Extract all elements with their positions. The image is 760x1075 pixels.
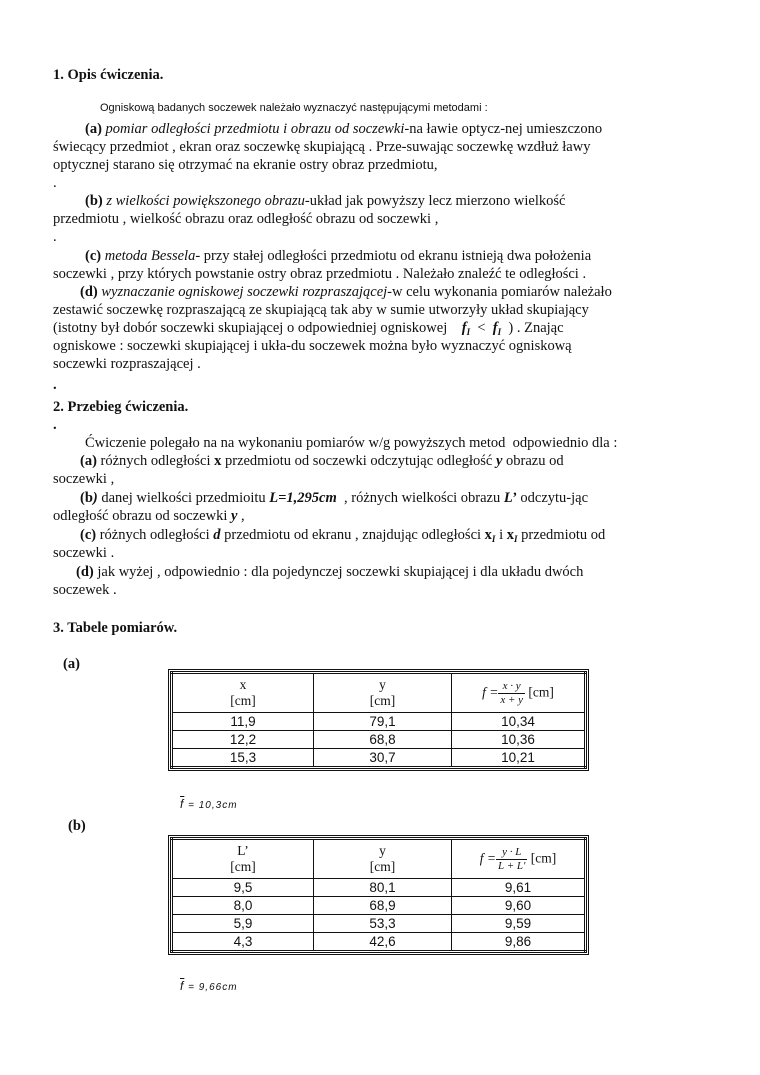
table-row bbox=[172, 713, 586, 731]
text-line bbox=[53, 210, 438, 228]
formula-fraction bbox=[496, 846, 527, 873]
text-segment: y bbox=[230, 508, 238, 524]
text-segment: -układ jak powyższy lecz mierzono wielkość bbox=[304, 193, 566, 209]
header-label: L’ bbox=[237, 843, 249, 858]
text-line bbox=[85, 247, 591, 265]
text-segment: 3. Tabele pomiarów. bbox=[53, 620, 178, 636]
table-cell: 9,60 bbox=[452, 897, 586, 915]
header-l-prime bbox=[172, 839, 314, 879]
text-line bbox=[76, 563, 583, 581]
text-segment: danej wielkości przedmioitu bbox=[97, 490, 270, 506]
table-row bbox=[172, 897, 586, 915]
text-segment: . bbox=[53, 175, 57, 191]
header-unit: [cm] bbox=[369, 859, 396, 874]
formula-denominator: L + L' bbox=[498, 859, 526, 872]
table-cell: 42,6 bbox=[314, 933, 452, 952]
mean-focal-a bbox=[180, 797, 238, 811]
text-segment: ) bbox=[92, 490, 98, 506]
text-line bbox=[85, 434, 617, 452]
text-segment: ) . Znając bbox=[501, 320, 564, 336]
text-segment: przedmiotu , wielkość obrazu oraz odległość obrazu od soczewki , bbox=[53, 211, 439, 227]
text-segment: (b) bbox=[85, 193, 107, 209]
section-heading bbox=[53, 619, 177, 637]
text-segment: zestawić soczewkę rozpraszającą ze skupiającą tak aby w sumie utworzyły układ skupiający bbox=[53, 302, 589, 318]
table-cell: 4,3 bbox=[172, 933, 314, 952]
text-line bbox=[80, 283, 612, 301]
text-segment: , bbox=[237, 508, 245, 524]
table-cell: 9,61 bbox=[452, 879, 586, 897]
text-segment: przedmiotu od bbox=[517, 527, 606, 543]
formula-lhs: f = bbox=[482, 684, 499, 700]
formula-denominator: x + y bbox=[500, 693, 524, 706]
table-row bbox=[172, 933, 586, 952]
text-segment: . bbox=[53, 377, 57, 393]
text-segment: f bbox=[492, 320, 498, 336]
text-segment: obrazu od bbox=[502, 453, 564, 469]
table-cell: 80,1 bbox=[314, 879, 452, 897]
header-formula bbox=[452, 673, 586, 713]
text-segment: przedmiotu od ekranu , znajdując odległości bbox=[220, 527, 485, 543]
header-label: x bbox=[239, 677, 247, 692]
text-segment: (a) bbox=[80, 453, 101, 469]
table-cell: 12,2 bbox=[172, 731, 314, 749]
text-segment: optycznej starano się otrzymać na ekranie ostry obraz przedmiotu, bbox=[53, 157, 438, 173]
text-segment: soczewki . bbox=[53, 545, 115, 561]
measurement-table-a bbox=[170, 671, 587, 769]
mean-symbol: $\overline{f}$ bbox=[180, 979, 185, 993]
text-segment: soczewek . bbox=[53, 582, 117, 598]
table-cell: 8,0 bbox=[172, 897, 314, 915]
text-line bbox=[53, 470, 114, 488]
table-row bbox=[172, 915, 586, 933]
text-segment: świecący przedmiot , ekran oraz soczewkę skupiającą . Prze-suwając soczewkę wzdłuż ławy bbox=[53, 139, 591, 155]
text-segment: 2. Przebieg ćwiczenia. bbox=[53, 399, 189, 415]
table-cell: 68,9 bbox=[314, 897, 452, 915]
header-y bbox=[314, 839, 452, 879]
text-line bbox=[53, 174, 57, 192]
text-line bbox=[68, 817, 86, 835]
text-segment: -na ławie optycz-nej umieszczono bbox=[404, 121, 603, 137]
text-line bbox=[53, 376, 57, 394]
mean-symbol: $\overline{f}$ bbox=[180, 797, 185, 811]
text-segment: (b bbox=[80, 490, 93, 506]
mean-focal-b bbox=[180, 979, 238, 993]
text-segment: Ogniskową badanych soczewek należało wyznaczyć następującymi metodami : bbox=[100, 102, 488, 114]
text-segment: (a) bbox=[85, 121, 106, 137]
text-segment: - przy stałej odległości przedmiotu od ekranu istnieją dwa położenia bbox=[195, 248, 592, 264]
text-segment: . bbox=[53, 417, 57, 433]
header-unit: [cm] bbox=[369, 693, 396, 708]
formula-numerator: x · y bbox=[498, 680, 525, 694]
text-segment: pomiar odległości przedmiotu i obrazu od soczewki bbox=[105, 121, 405, 137]
text-segment: y bbox=[495, 453, 503, 469]
text-line bbox=[85, 192, 565, 210]
text-segment: (c) bbox=[80, 527, 100, 543]
formula-fraction bbox=[498, 680, 525, 707]
text-line bbox=[53, 138, 590, 156]
text-segment: x bbox=[484, 527, 492, 543]
table-cell: 9,5 bbox=[172, 879, 314, 897]
text-segment: d bbox=[213, 527, 221, 543]
text-segment: , różnych wielkości obrazu bbox=[336, 490, 504, 506]
text-line bbox=[85, 120, 602, 138]
text-segment: I bbox=[497, 327, 502, 337]
header-formula bbox=[452, 839, 586, 879]
text-segment: z wielkości powiększonego obrazu bbox=[106, 193, 305, 209]
text-segment: x bbox=[506, 527, 514, 543]
text-line bbox=[53, 228, 57, 246]
text-segment: soczewki , bbox=[53, 471, 115, 487]
text-line bbox=[53, 507, 245, 525]
text-segment: x bbox=[214, 453, 222, 469]
text-line bbox=[53, 544, 114, 562]
table-row bbox=[172, 749, 586, 768]
text-segment: ogniskowe : soczewki skupiającej i ukła-du soczewek można było wyznaczyć ogniskową bbox=[53, 338, 572, 354]
table-cell: 30,7 bbox=[314, 749, 452, 768]
header-x bbox=[172, 673, 314, 713]
table-cell: 9,86 bbox=[452, 933, 586, 952]
header-label: y bbox=[379, 843, 386, 858]
mean-value: = 9,66cm bbox=[184, 982, 238, 993]
formula-lhs: f = bbox=[479, 850, 497, 866]
text-line bbox=[80, 526, 605, 548]
table-cell: 10,21 bbox=[452, 749, 586, 768]
table-header-row bbox=[172, 839, 586, 879]
text-line bbox=[53, 355, 201, 373]
text-segment: I bbox=[466, 327, 471, 337]
text-segment: różnych odległości bbox=[99, 527, 214, 543]
header-unit: [cm] bbox=[528, 684, 554, 700]
text-segment: i bbox=[495, 527, 507, 543]
header-unit: [cm] bbox=[230, 859, 256, 874]
header-label: y bbox=[379, 677, 386, 692]
text-segment: (d) bbox=[80, 284, 102, 300]
text-segment: . bbox=[53, 229, 57, 245]
text-segment: (a) bbox=[63, 656, 80, 672]
text-segment: (d) bbox=[76, 564, 98, 580]
table-cell: 68,8 bbox=[314, 731, 452, 749]
text-segment: soczewki , przy których powstanie ostry obraz przedmiotu . Należało znaleźć te odległości . bbox=[53, 266, 587, 282]
header-unit: [cm] bbox=[230, 693, 256, 708]
text-segment: (b) bbox=[68, 818, 86, 834]
text-segment: różnych odległości bbox=[100, 453, 215, 469]
section-heading bbox=[53, 66, 163, 84]
text-line bbox=[53, 265, 586, 283]
text-line bbox=[100, 99, 488, 117]
table-cell: 15,3 bbox=[172, 749, 314, 768]
section-heading bbox=[53, 398, 188, 416]
table-header-row bbox=[172, 673, 586, 713]
text-segment: jak wyżej , odpowiednio : dla pojedynczej soczewki skupiającej i dla układu dwóch bbox=[97, 564, 584, 580]
table-cell: 10,36 bbox=[452, 731, 586, 749]
table-cell: 9,59 bbox=[452, 915, 586, 933]
text-line bbox=[53, 301, 589, 319]
text-segment: wyznaczanie ogniskowej soczewki rozpraszającej bbox=[101, 284, 388, 300]
header-y bbox=[314, 673, 452, 713]
text-segment: < bbox=[470, 320, 493, 336]
text-segment: f bbox=[461, 320, 467, 336]
text-line bbox=[80, 489, 588, 507]
text-segment: (c) bbox=[85, 248, 105, 264]
text-line bbox=[53, 416, 57, 434]
text-line bbox=[53, 581, 117, 599]
table-cell: 79,1 bbox=[314, 713, 452, 731]
mean-value: = 10,3cm bbox=[184, 800, 238, 811]
header-unit: [cm] bbox=[530, 850, 557, 866]
table-row bbox=[172, 731, 586, 749]
text-line bbox=[63, 655, 80, 673]
table-cell: 5,9 bbox=[172, 915, 314, 933]
text-segment: odległość obrazu od soczewki bbox=[53, 508, 231, 524]
text-segment: L’ bbox=[503, 490, 517, 506]
text-line bbox=[53, 156, 438, 174]
text-segment: -w celu wykonania pomiarów należało bbox=[387, 284, 612, 300]
formula-numerator: y · L bbox=[496, 846, 527, 860]
table-row bbox=[172, 879, 586, 897]
text-segment: I bbox=[513, 534, 518, 544]
text-segment: 1. Opis ćwiczenia. bbox=[53, 67, 164, 83]
text-segment: przedmiotu od soczewki odczytując odległość bbox=[221, 453, 496, 469]
text-line bbox=[53, 337, 572, 355]
table-cell: 53,3 bbox=[314, 915, 452, 933]
text-segment: odczytu-jąc bbox=[516, 490, 589, 506]
text-segment: soczewki rozpraszającej . bbox=[53, 356, 201, 372]
text-segment: I bbox=[491, 534, 496, 544]
table-cell: 10,34 bbox=[452, 713, 586, 731]
text-segment: L=1,295cm bbox=[269, 490, 337, 506]
text-line bbox=[80, 452, 564, 470]
table-cell: 11,9 bbox=[172, 713, 314, 731]
text-segment: (istotny był dobór soczewki skupiającej o odpowiedniej ogniskowej bbox=[53, 320, 462, 336]
measurement-table-b bbox=[170, 837, 587, 953]
text-segment: metoda Bessela bbox=[104, 248, 196, 264]
text-segment: Ćwiczenie polegało na na wykonaniu pomiarów w/g powyższych metod odpowiednio dla : bbox=[85, 435, 618, 451]
